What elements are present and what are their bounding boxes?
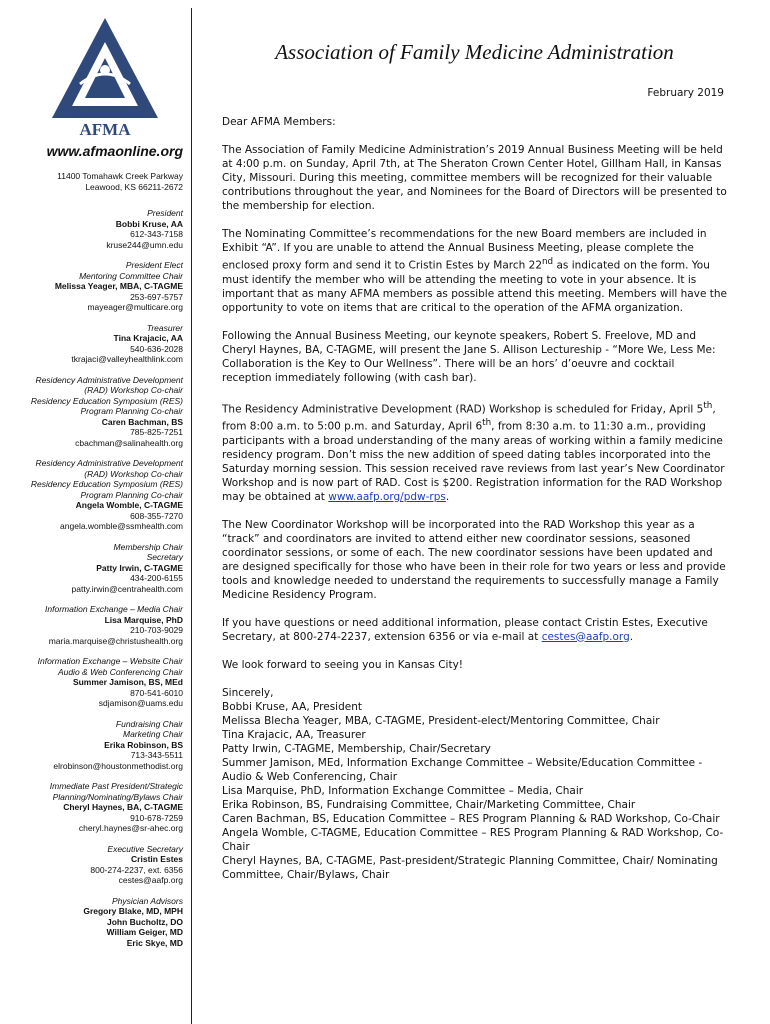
p6-text: If you have questions or need additional information, please contact Cristin Estes, Executive Secretary, at 800-274-2237, extension 6356 or via e-mail at <box>222 616 708 643</box>
p2-sup: nd <box>542 257 554 267</box>
officer-email[interactable]: maria.marquise@christushealth.org <box>48 635 183 646</box>
officer-block <box>0 604 183 646</box>
officer-email[interactable]: mayeager@multicare.org <box>87 302 183 312</box>
p4-sup-2: th <box>482 418 492 428</box>
officer-role: Residency Administrative Development <box>35 458 183 468</box>
officer-role: Immediate Past President/Strategic <box>49 781 183 791</box>
officer-role: Program Planning Co-chair <box>80 489 183 500</box>
officer-name: Summer Jamison, BS, MEd <box>72 677 183 687</box>
officer-name: Bobbi Kruse, AA <box>115 218 183 229</box>
closing: Sincerely, <box>222 686 274 699</box>
officer-phone: 800-274-2237, ext. 6356 <box>90 864 183 875</box>
signature-line: Summer Jamison, MEd, Information Exchange Committee – Website/Education Committee - Audio & Web Conferencing, Chair <box>222 756 703 783</box>
p4-text-c: , from 8:30 a.m. to 11:30 a.m., providing participants with a broad understanding of the many areas of working within a family medicine residency program. Don’t miss the new addition of speed dating tables incorporated into the Saturday morning session. This session received rave reviews from last year’s New Coordinator Workshop and is now part of RAD. Cost is $200. Registration information for the RAD Workshop may be obtained at <box>222 420 725 503</box>
officer-block <box>0 458 183 532</box>
officer-block <box>0 781 183 834</box>
officer-role: Information Exchange – Media Chair <box>45 604 183 614</box>
officer-role: President Elect <box>125 260 183 270</box>
sidebar <box>0 0 183 1024</box>
signature-line: Tina Krajacic, AA, Treasurer <box>222 728 366 741</box>
officer-phone: 253-697-5757 <box>130 291 183 302</box>
officer-name: Melissa Yeager, MBA, C-TAGME <box>54 281 183 291</box>
letter-greeting: Dear AFMA Members: <box>222 116 336 128</box>
officer-name: William Geiger, MD <box>106 927 183 937</box>
officer-name: Angela Womble, C-TAGME <box>75 500 183 510</box>
officer-role: Mentoring Committee Chair <box>79 270 183 281</box>
officer-email[interactable]: patty.irwin@centrahealth.com <box>71 583 183 594</box>
officer-block <box>0 656 183 709</box>
officer-phone: 870-541-6010 <box>130 687 183 698</box>
officer-phone: 910-678-7259 <box>130 812 183 823</box>
letter-date: February 2019 <box>647 87 724 99</box>
address <box>57 171 183 193</box>
address-line-2: Leawood, KS 66211-2672 <box>85 182 183 192</box>
paragraph-new-coordinator: The New Coordinator Workshop will be incorporated into the RAD Workshop this year as a “track” and coordinators are invited to attend either new coordinator sessions, seasoned coordinator sessions, or some of each. The new coordinator sessions have been updated and are designed specifically for those who have been in their role for two years or less and provide tools and knowledge needed to understand the requirements to successfully manage a Family Medicine Residency Program. <box>222 518 726 601</box>
officer-role: Marketing Chair <box>123 729 183 739</box>
p4-end: . <box>445 490 450 503</box>
officer-role: President <box>147 208 183 218</box>
officer-name: John Bucholtz, DO <box>106 916 183 927</box>
officer-phone: 210-703-9029 <box>130 625 183 635</box>
officer-phone: 540-636-2028 <box>130 343 183 354</box>
p6-end: . <box>629 630 634 643</box>
officer-role: Program Planning Co-chair <box>80 406 183 416</box>
officer-role: Residency Education Symposium (RES) <box>30 395 183 406</box>
officer-name: Tina Krajacic, AA <box>113 333 183 343</box>
sidebar-divider <box>191 8 192 1024</box>
officer-role: Executive Secretary <box>107 843 183 854</box>
officer-name: Caren Bachman, BS <box>101 416 183 427</box>
officer-email[interactable]: sdjamison@uams.edu <box>98 698 183 708</box>
officer-name: Lisa Marquise, PhD <box>104 614 183 625</box>
p4-sup-1: th <box>703 400 713 411</box>
officer-role: Planning/Nominating/Bylaws Chair <box>52 791 183 802</box>
officer-block <box>0 719 183 772</box>
officer-name: Patty Irwin, C-TAGME <box>96 562 183 573</box>
signature-line: Lisa Marquise, PhD, Information Exchange Committee – Media, Chair <box>222 784 584 797</box>
officer-name: Cheryl Haynes, BA, C-TAGME <box>63 802 183 812</box>
signature-line: Cheryl Haynes, BA, C-TAGME, Past-president/Strategic Planning Committee, Chair/ Nominating Committee, Chair/Bylaws, Chair <box>222 854 718 881</box>
officer-name: Gregory Blake, MD, MPH <box>83 906 183 916</box>
officer-block <box>0 323 183 365</box>
officer-block <box>0 260 183 313</box>
rad-registration-link[interactable]: www.aafp.org/pdw-rps <box>328 490 446 503</box>
paragraph-closing-note: We look forward to seeing you in Kansas City! <box>222 658 464 671</box>
signature-line: Angela Womble, C-TAGME, Education Committee – RES Program Planning & RAD Workshop, Co-Chair <box>222 826 724 853</box>
officer-email[interactable]: tkrajaci@valleyhealthlink.com <box>71 354 183 364</box>
p2-text-b: as indicated on the form. You must identify the member who will be attending the meeting to vote in your absence. It is important that as many AFMA members as possible attend this meeting. Members will have the opportunity to vote on items that are critical to the operation of the AFMA organization. <box>222 259 727 314</box>
officer-name: Cristin Estes <box>131 854 183 864</box>
paragraph-meeting: The Association of Family Medicine Administration’s 2019 Annual Business Meeting will be held at 4:00 p.m. on Sunday, April 7th, at The Sheraton Crown Center Hotel, Gillham Hall, in Kansas City, Missouri. During this meeting, committee members will be recognized for their valuable contributions throughout the year, and Nominees for the Board of Directors will be presented to the membership for election. <box>222 144 727 212</box>
signature-line: Erika Robinson, BS, Fundraising Committee, Chair/Marketing Committee, Chair <box>222 798 636 811</box>
signature-block <box>222 686 727 882</box>
officer-name: Eric Skye, MD <box>126 937 183 948</box>
paragraph-contact <box>222 616 727 644</box>
officer-block <box>0 208 183 250</box>
officer-phone: 612-343-7158 <box>130 229 183 239</box>
officer-role: (RAD) Workshop Co-chair <box>84 385 183 395</box>
officer-block <box>0 542 183 595</box>
officer-role: Audio & Web Conferencing Chair <box>57 666 183 677</box>
signature-line: Patty Irwin, C-TAGME, Membership, Chair/Secretary <box>222 742 491 755</box>
logo-figure-head <box>100 65 110 75</box>
officer-phone: 434-200-6155 <box>130 573 183 583</box>
officer-block <box>0 896 183 949</box>
officer-block <box>0 844 183 886</box>
officer-phone: 785-825-7251 <box>130 427 183 437</box>
p4-text-b: , from 8:00 a.m. to 5:00 p.m. and Saturday, April 6 <box>222 403 716 433</box>
officer-role: Residency Education Symposium (RES) <box>30 479 183 489</box>
signature-line: Bobbi Kruse, AA, President <box>222 700 362 713</box>
p2-text-a: The Nominating Committee’s recommendations for the new Board members are included in Exhibit “A”. If you are unable to attend the Annual Business Meeting, please complete the enclosed proxy form and send it to Cristin Estes by March 22 <box>222 228 707 272</box>
officer-roster <box>0 208 183 958</box>
officer-email[interactable]: cheryl.haynes@sr-ahec.org <box>78 823 183 833</box>
officer-email[interactable]: kruse244@umn.edu <box>106 239 183 250</box>
paragraph-keynote: Following the Annual Business Meeting, our keynote speakers, Robert S. Freelove, MD and Cheryl Haynes, BA, C-TAGME, will present the Jane S. Allison Lectureship - “More We, Less Me: Collaboration is the Key to Our Wellness”. There will be an hors’ d’oeuvre and cocktail reception immediately following (with cash bar). <box>222 329 716 384</box>
officer-block <box>0 375 183 449</box>
officer-email[interactable]: cbachman@salinahealth.org <box>75 437 183 448</box>
afma-logo <box>50 14 160 138</box>
officer-name: Erika Robinson, BS <box>104 739 183 750</box>
signature-line: Melissa Blecha Yeager, MBA, C-TAGME, President-elect/Mentoring Committee, Chair <box>222 714 660 727</box>
officer-phone: 713-343-5511 <box>130 750 183 760</box>
contact-email-link[interactable]: cestes@aafp.org <box>541 630 630 643</box>
letter-body <box>222 143 727 882</box>
paragraph-nominating <box>222 227 727 315</box>
officer-email[interactable]: angela.womble@ssmhealth.com <box>60 521 183 531</box>
website-url[interactable]: www.afmaonline.org <box>46 143 183 159</box>
officer-role: Physician Advisors <box>111 895 183 906</box>
officer-role: Secretary <box>146 552 183 562</box>
officer-role: Membership Chair <box>113 541 183 552</box>
address-line-1: 11400 Tomahawk Creek Parkway <box>57 171 183 181</box>
officer-role: Information Exchange – Website Chair <box>37 656 183 666</box>
officer-email[interactable]: elrobinson@houstonmethodist.org <box>53 760 183 771</box>
officer-role: Fundraising Chair <box>115 718 183 729</box>
officer-role: Residency Administrative Development <box>35 374 183 385</box>
signature-line: Caren Bachman, BS, Education Committee – RES Program Planning & RAD Workshop, Co-Chair <box>222 812 720 825</box>
p4-text-a: The Residency Administrative Development (RAD) Workshop is scheduled for Friday, April 5 <box>222 403 704 415</box>
letter-title: Association of Family Medicine Administration <box>275 40 674 64</box>
paragraph-rad-workshop <box>222 399 727 504</box>
logo-text: AFMA <box>79 120 131 138</box>
officer-phone: 608-355-7270 <box>130 510 183 521</box>
officer-email[interactable]: cestes@aafp.org <box>118 875 183 885</box>
officer-role: (RAD) Workshop Co-chair <box>84 468 183 479</box>
officer-role: Treasurer <box>146 322 183 333</box>
